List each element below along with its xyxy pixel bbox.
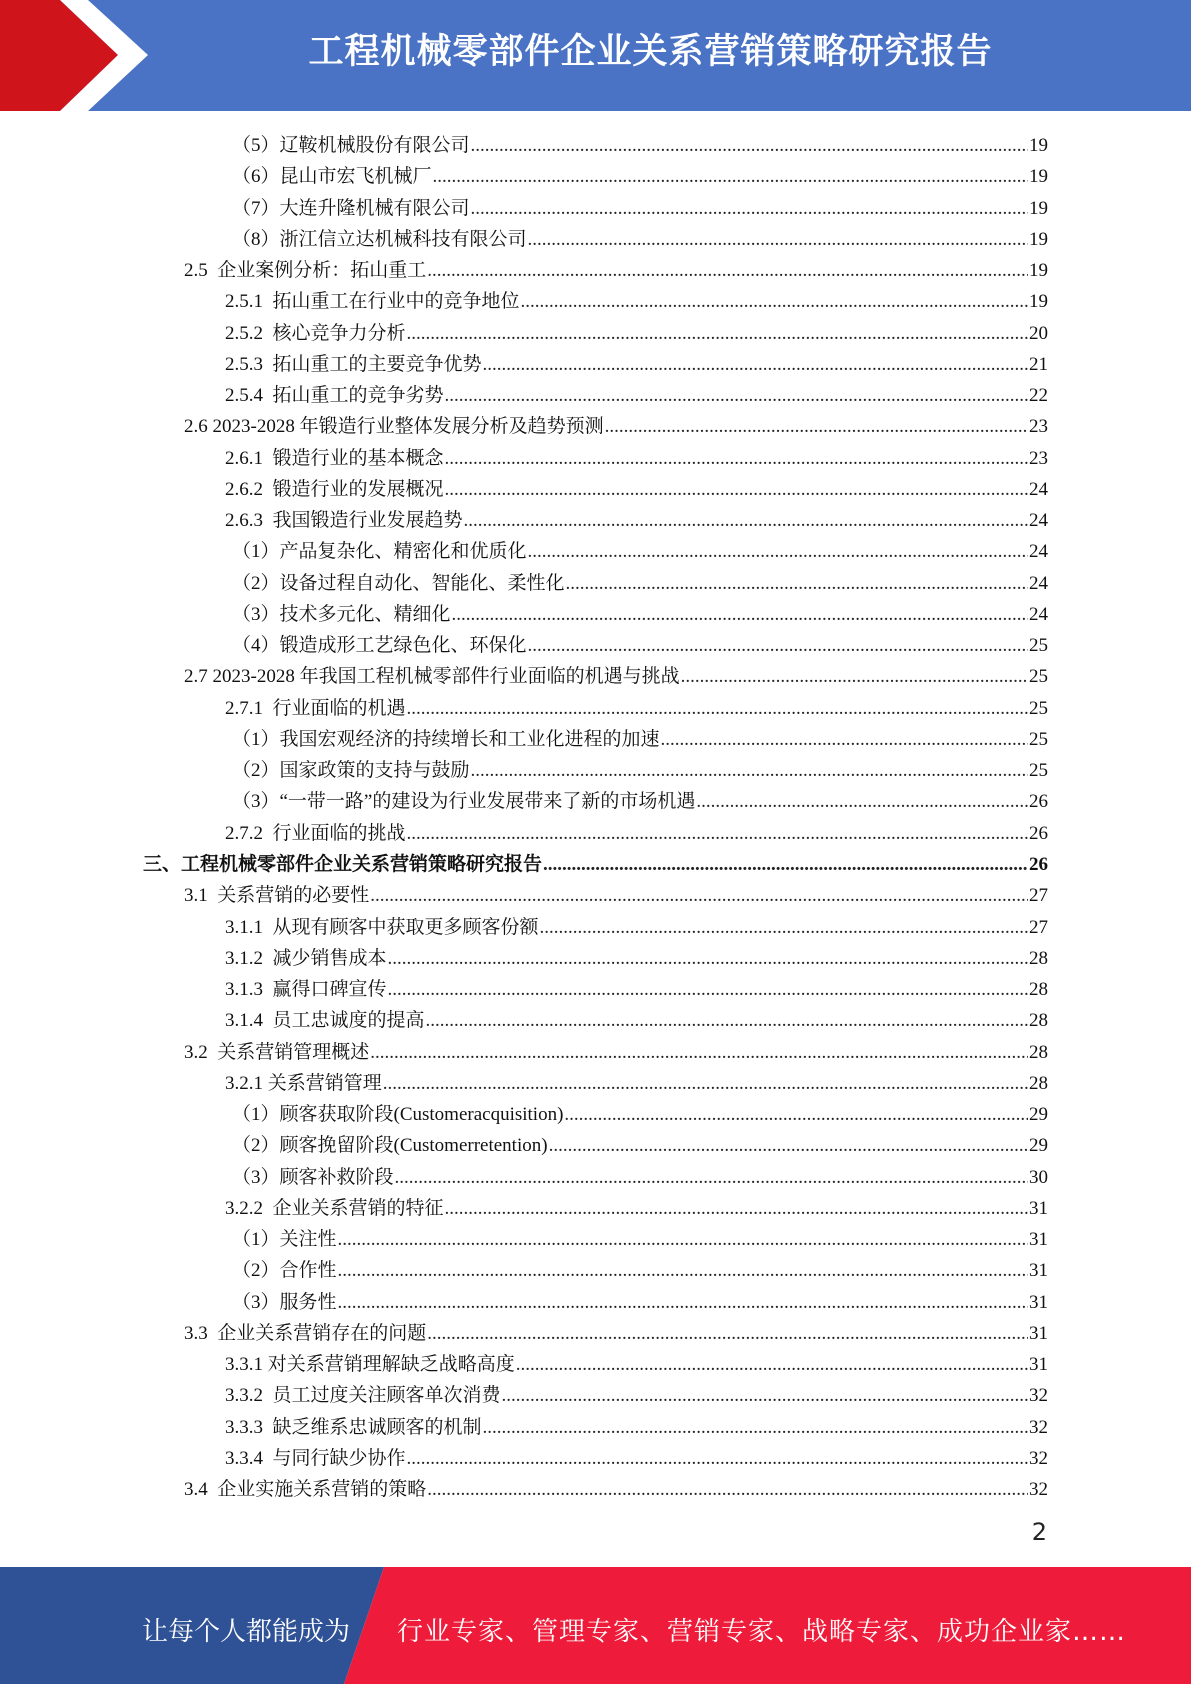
toc-entry[interactable]: [225, 690, 1048, 721]
toc-entry-label: 3.1 关系营销的必要性: [184, 885, 370, 907]
toc-leader-dots: [483, 1416, 1028, 1440]
toc-entry[interactable]: [232, 565, 1048, 596]
toc-entry[interactable]: [184, 408, 1048, 439]
toc-entry-page: 19: [1029, 166, 1048, 188]
toc-leader-dots: [338, 1291, 1028, 1315]
toc-entry-page: 28: [1029, 1072, 1048, 1094]
toc-leader-dots: [566, 572, 1028, 596]
toc-entry-page: 19: [1029, 197, 1048, 219]
toc-entry[interactable]: [225, 1346, 1048, 1377]
toc-entry-label: （1）顾客获取阶段(Customeracquisition): [232, 1104, 564, 1126]
toc-entry[interactable]: [184, 252, 1048, 283]
toc-entry-label: 2.5 企业案例分析：拓山重工: [184, 260, 427, 282]
toc-entry-label: 2.7.2 行业面临的挑战: [225, 822, 406, 844]
toc-entry-label: （5）辽鞍机械股份有限公司: [232, 135, 470, 156]
toc-leader-dots: [445, 384, 1028, 408]
toc-entry-label: （2）合作性: [232, 1260, 337, 1282]
toc-leader-dots: [370, 884, 1028, 908]
toc-leader-dots: [528, 634, 1028, 658]
toc-entry-page: 19: [1029, 228, 1048, 250]
toc-leader-dots: [407, 1447, 1028, 1471]
toc-entry-page: 28: [1029, 1041, 1048, 1063]
toc-entry-page: 31: [1029, 1291, 1048, 1313]
toc-entry-page: 20: [1029, 322, 1048, 344]
toc-entry[interactable]: [232, 533, 1048, 564]
toc-leader-dots: [483, 353, 1028, 377]
toc-entry-page: 22: [1029, 385, 1048, 407]
toc-entry-label: 3.1.4 员工忠诚度的提高: [225, 1010, 425, 1032]
toc-entry-page: 27: [1029, 885, 1048, 907]
toc-entry-label: 3.1.3 赢得口碑宣传: [225, 979, 387, 1001]
toc-entry[interactable]: [225, 346, 1048, 377]
toc-entry-page: 25: [1029, 635, 1048, 657]
toc-entry-page: 25: [1029, 760, 1048, 782]
toc-leader-dots: [502, 1384, 1028, 1408]
toc-entry[interactable]: [232, 221, 1048, 252]
toc-entry[interactable]: [225, 1065, 1048, 1096]
footer-slogan-right: 行业专家、管理专家、营销专家、战略专家、成功企业家……: [397, 1617, 1127, 1647]
toc-leader-dots: [681, 665, 1028, 689]
toc-leader-dots: [370, 1041, 1028, 1065]
toc-entry[interactable]: [225, 815, 1048, 846]
toc-entry-page: 26: [1029, 853, 1048, 875]
toc-entry-page: 25: [1029, 697, 1048, 719]
toc-entry[interactable]: [184, 877, 1048, 908]
page-number: 2: [1031, 1518, 1047, 1546]
toc-entry-label: 2.6 2023-2028 年锻造行业整体发展分析及趋势预测: [184, 416, 604, 438]
toc-entry[interactable]: [225, 315, 1048, 346]
toc-entry-label: 2.7.1 行业面临的机遇: [225, 697, 406, 719]
toc-entry-page: 28: [1029, 1010, 1048, 1032]
toc-entry-page: 31: [1029, 1322, 1048, 1344]
toc-entry-label: 2.6.3 我国锻造行业发展趋势: [225, 510, 463, 532]
toc-entry-label: 3.1.1 从现有顾客中获取更多顾客份额: [225, 916, 539, 938]
toc-entry-page: 31: [1029, 1260, 1048, 1282]
toc-entry[interactable]: [232, 596, 1048, 627]
toc-entry-label: 2.7 2023-2028 年我国工程机械零部件行业面临的机遇与挑战: [184, 666, 680, 688]
toc-entry-page: 32: [1029, 1479, 1048, 1501]
toc-entry[interactable]: [225, 502, 1048, 533]
toc-entry-page: 32: [1029, 1385, 1048, 1407]
toc-entry[interactable]: [225, 471, 1048, 502]
toc-entry[interactable]: [232, 1284, 1048, 1315]
toc-entry-label: （1）关注性: [232, 1229, 337, 1251]
toc-entry[interactable]: [232, 721, 1048, 752]
toc-leader-dots: [445, 447, 1028, 471]
toc-leader-dots: [549, 1134, 1028, 1158]
toc-leader-dots: [540, 916, 1028, 940]
toc-entry-label: 3.3.3 缺乏维系忠诚顾客的机制: [225, 1416, 482, 1438]
toc-entry[interactable]: [225, 1190, 1048, 1221]
toc-entry[interactable]: [184, 658, 1048, 689]
toc-entry[interactable]: [225, 1409, 1048, 1440]
toc-entry[interactable]: [143, 846, 1048, 877]
toc-entry[interactable]: [232, 783, 1048, 814]
toc-entry-page: 24: [1029, 510, 1048, 532]
toc-leader-dots: [445, 1197, 1028, 1221]
toc-entry-page: 23: [1029, 447, 1048, 469]
toc-entry[interactable]: [225, 940, 1048, 971]
toc-entry-label: （3）“一带一路”的建设为行业发展带来了新的市场机遇: [232, 791, 696, 813]
toc-entry[interactable]: [225, 971, 1048, 1002]
toc-entry-page: 28: [1029, 947, 1048, 969]
toc-entry[interactable]: [232, 1221, 1048, 1252]
toc-leader-dots: [427, 1322, 1028, 1346]
toc-entry-page: 24: [1029, 478, 1048, 500]
toc-entry[interactable]: [232, 1252, 1048, 1283]
toc-entry[interactable]: [225, 1002, 1048, 1033]
toc-entry-label: 2.5.3 拓山重工的主要竞争优势: [225, 353, 482, 375]
toc-entry-label: 3.1.2 减少销售成本: [225, 947, 387, 969]
toc-leader-dots: [407, 697, 1028, 721]
toc-entry-label: 3.2.1 关系营销管理: [225, 1072, 382, 1094]
toc-leader-dots: [471, 759, 1028, 783]
toc-entry[interactable]: [225, 283, 1048, 314]
toc-entry-label: （1）产品复杂化、精密化和优质化: [232, 541, 527, 563]
toc-leader-dots: [383, 1072, 1028, 1096]
toc-entry-page: 31: [1029, 1229, 1048, 1251]
toc-entry-label: （2）顾客挽留阶段(Customerretention): [232, 1135, 548, 1157]
toc-entry-label: （6）昆山市宏飞机械厂: [232, 166, 432, 188]
toc-entry-label: 3.3 企业关系营销存在的问题: [184, 1322, 427, 1344]
toc-entry-page: 19: [1029, 260, 1048, 282]
toc-entry[interactable]: [232, 190, 1048, 221]
toc-leader-dots: [471, 197, 1028, 221]
toc-entry-page: 24: [1029, 603, 1048, 625]
toc-leader-dots: [528, 228, 1028, 252]
toc-entry-page: 26: [1029, 791, 1048, 813]
toc-entry-label: （3）服务性: [232, 1291, 337, 1313]
toc-entry-label: （2）国家政策的支持与鼓励: [232, 760, 470, 782]
toc-entry-page: 31: [1029, 1197, 1048, 1219]
toc-entry[interactable]: [232, 1127, 1048, 1158]
toc-entry-page: 28: [1029, 979, 1048, 1001]
toc-entry[interactable]: [232, 752, 1048, 783]
toc-entry-page: 19: [1029, 291, 1048, 313]
toc-leader-dots: [426, 1009, 1028, 1033]
toc-entry-label: 2.6.2 锻造行业的发展概况: [225, 478, 444, 500]
toc-entry-page: 32: [1029, 1447, 1048, 1469]
toc-leader-dots: [445, 478, 1028, 502]
toc-entry-page: 24: [1029, 572, 1048, 594]
toc-leader-dots: [395, 1166, 1028, 1190]
toc-entry-label: 3.3.1 对关系营销理解缺乏战略高度: [225, 1354, 515, 1376]
toc-entry-page: 24: [1029, 541, 1048, 563]
toc-entry-page: 25: [1029, 666, 1048, 688]
toc-entry[interactable]: [225, 1440, 1048, 1471]
toc-entry-label: （4）锻造成形工艺绿色化、环保化: [232, 635, 527, 657]
toc-leader-dots: [661, 728, 1028, 752]
toc-leader-dots: [696, 790, 1028, 814]
toc-entry-page: 31: [1029, 1354, 1048, 1376]
toc-entry-label: 3.3.4 与同行缺少协作: [225, 1447, 406, 1469]
toc-leader-dots: [407, 322, 1028, 346]
toc-entry-label: 2.5.4 拓山重工的竞争劣势: [225, 385, 444, 407]
toc-entry-page: 30: [1029, 1166, 1048, 1188]
toc-leader-dots: [452, 603, 1028, 627]
toc-entry-page: 32: [1029, 1416, 1048, 1438]
toc-leader-dots: [564, 1103, 1028, 1127]
toc-entry-label: 3.3.2 员工过度关注顾客单次消费: [225, 1385, 501, 1407]
toc-entry-page: 25: [1029, 728, 1048, 750]
toc-entry-label: （2）设备过程自动化、智能化、柔性化: [232, 572, 565, 594]
toc-entry-label: （1）我国宏观经济的持续增长和工业化进程的加速: [232, 728, 660, 750]
toc-entry-label: 3.2.2 企业关系营销的特征: [225, 1197, 444, 1219]
footer-slogan-left: 让每个人都能成为: [142, 1617, 351, 1647]
toc-leader-dots: [528, 540, 1028, 564]
toc-entry-page: 26: [1029, 822, 1048, 844]
toc-leader-dots: [338, 1228, 1028, 1252]
toc-leader-dots: [338, 1259, 1028, 1283]
toc-entry-label: （3）顾客补救阶段: [232, 1166, 394, 1188]
toc-leader-dots: [427, 1478, 1028, 1502]
toc-entry-label: 2.5.2 核心竞争力分析: [225, 322, 406, 344]
toc-entry[interactable]: [232, 627, 1048, 658]
report-title: 工程机械零部件企业关系营销策略研究报告: [308, 32, 993, 72]
toc-entry[interactable]: [232, 127, 1048, 158]
toc-entry[interactable]: [232, 158, 1048, 189]
toc-entry[interactable]: [225, 440, 1048, 471]
page-header: [0, 0, 1191, 111]
toc-entry[interactable]: [184, 1315, 1048, 1346]
toc-leader-dots: [516, 1353, 1028, 1377]
toc-entry[interactable]: [232, 1096, 1048, 1127]
toc-leader-dots: [427, 259, 1028, 283]
page-footer: [0, 1567, 1191, 1684]
toc-leader-dots: [521, 290, 1028, 314]
toc-entry-page: 19: [1029, 135, 1048, 156]
toc-entry-label: 2.6.1 锻造行业的基本概念: [225, 447, 444, 469]
toc-entry[interactable]: [225, 909, 1048, 940]
toc-entry-page: 29: [1029, 1104, 1048, 1126]
toc-entry[interactable]: [232, 1159, 1048, 1190]
toc-entry-page: 23: [1029, 416, 1048, 438]
toc-entry-label: （3）技术多元化、精细化: [232, 603, 451, 625]
toc-entry[interactable]: [184, 1034, 1048, 1065]
toc-entry[interactable]: [225, 377, 1048, 408]
toc-entry-label: 三、工程机械零部件企业关系营销策略研究报告: [143, 853, 543, 875]
toc-entry[interactable]: [184, 1471, 1048, 1502]
toc-entry-label: （8）浙江信立达机械科技有限公司: [232, 228, 527, 250]
toc-entry-label: （7）大连升隆机械有限公司: [232, 197, 470, 219]
toc-entry[interactable]: [225, 1377, 1048, 1408]
toc-leader-dots: [543, 853, 1028, 877]
toc-leader-dots: [464, 509, 1028, 533]
toc-entry-label: 2.5.1 拓山重工在行业中的竞争地位: [225, 291, 520, 313]
toc-leader-dots: [407, 822, 1028, 846]
toc-leader-dots: [605, 415, 1028, 439]
toc-entry-label: 3.2 关系营销管理概述: [184, 1041, 370, 1063]
toc-entry-page: 29: [1029, 1135, 1048, 1157]
toc-entry-label: 3.4 企业实施关系营销的策略: [184, 1479, 427, 1501]
toc-leader-dots: [388, 947, 1028, 971]
toc-leader-dots: [471, 134, 1028, 158]
toc-leader-dots: [433, 165, 1028, 189]
toc-leader-dots: [388, 978, 1028, 1002]
toc-entry-page: 21: [1029, 353, 1048, 375]
toc-entry-page: 27: [1029, 916, 1048, 938]
